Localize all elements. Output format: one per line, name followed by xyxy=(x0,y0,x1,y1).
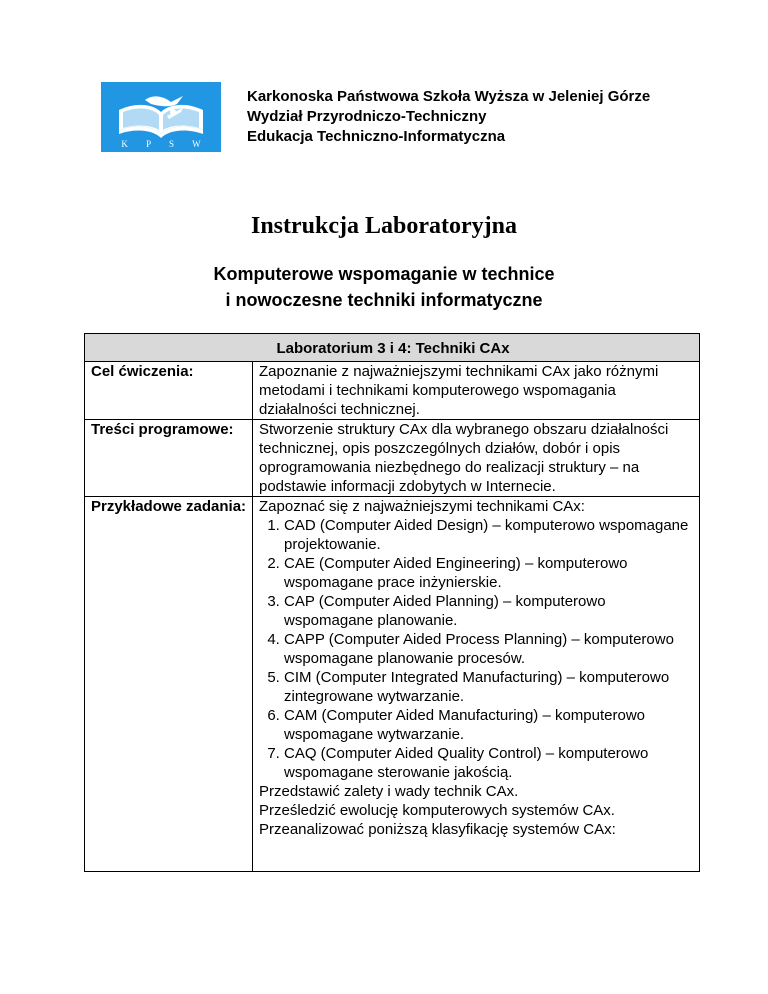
program-label: Treści programowe: xyxy=(85,420,253,497)
faculty-name: Wydział Przyrodniczo-Techniczny xyxy=(247,108,487,125)
list-item: 6. CAM (Computer Aided Manufacturing) – komputerowo wspomagane wytwarzanie. xyxy=(284,706,695,744)
tasks-after-1: Przedstawić zalety i wady technik CAx. xyxy=(259,783,519,800)
tasks-intro: Zapoznać się z najważniejszymi technikami CAx: xyxy=(259,498,585,515)
institution-name: Karkonoska Państwowa Szkoła Wyższa w Jeleniej Górze xyxy=(247,88,651,105)
goal-text: Zapoznanie z najważniejszymi technikami CAx jako różnymi metodami i technikami komputerowego wspomagania działalności technicznej. xyxy=(253,362,700,420)
tasks-after-2: Prześledzić ewolucję komputerowych systemów CAx. xyxy=(259,802,615,819)
subject-line-1: Komputerowe wspomaganie w technice xyxy=(213,264,555,284)
program-text: Stworzenie struktury CAx dla wybranego obszaru działalności technicznej, opis poszczególnych działów, dobór i opis oprogramowania niezbędnego do realizacji struktury – na podstawie informacji zdobytych w Internecie. xyxy=(253,420,700,497)
tasks-list xyxy=(259,516,695,782)
tasks-label: Przykładowe zadania: xyxy=(85,497,253,872)
kpsw-logo xyxy=(101,82,221,152)
list-item: 4. CAPP (Computer Aided Process Planning) – komputerowo wspomagane planowanie procesów. xyxy=(284,630,695,668)
tasks-after-3: Przeanalizować poniższą klasyfikację systemów CAx: xyxy=(259,821,616,838)
logo-text: K P S W xyxy=(121,139,209,149)
tasks-row xyxy=(85,497,700,872)
subject-line-2: i nowoczesne techniki informatyczne xyxy=(225,290,543,310)
program-row xyxy=(85,420,700,497)
list-item: 7. CAQ (Computer Aided Quality Control) – komputerowo wspomagane sterowanie jakością. xyxy=(284,744,695,782)
document-title: Instrukcja Laboratoryjna xyxy=(250,213,517,239)
institution-block xyxy=(247,87,650,147)
list-item: 1. CAD (Computer Aided Design) – komputerowo wspomagane projektowanie. xyxy=(284,516,695,554)
list-item: 2. CAE (Computer Aided Engineering) – komputerowo wspomagane prace inżynierskie. xyxy=(284,554,695,592)
list-item: 5. CIM (Computer Integrated Manufacturing) – komputerowo zintegrowane wytwarzanie. xyxy=(284,668,695,706)
subject-title xyxy=(0,261,768,313)
lab-table xyxy=(84,333,700,872)
program-name: Edukacja Techniczno-Informatyczna xyxy=(247,128,506,145)
lab-table-header: Laboratorium 3 i 4: Techniki CAx xyxy=(85,334,700,362)
tasks-content xyxy=(253,497,700,872)
lab-table-header-row xyxy=(85,334,700,362)
goal-row xyxy=(85,362,700,420)
list-item: 3. CAP (Computer Aided Planning) – komputerowo wspomagane planowanie. xyxy=(284,592,695,630)
goal-label: Cel ćwiczenia: xyxy=(85,362,253,420)
